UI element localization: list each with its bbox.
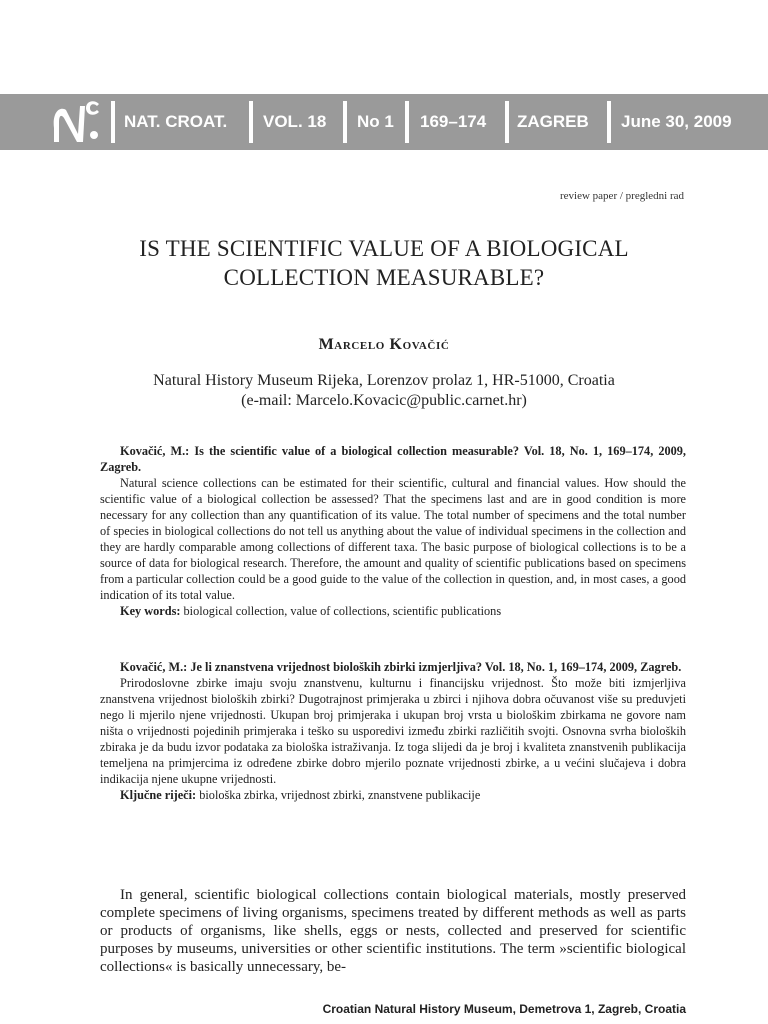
intro-paragraph: In general, scientific biological collections contain biological materials, mostly preserved complete specimens of living organisms, specimens treated by different methods as well as parts or products of organisms, like shells, eggs or nests, collected and preserved for scientific purposes by museums, universities or other scientific institutions. The term »scientific biological collections« is basically unnecessary, be- (100, 887, 686, 975)
abstract-english (100, 443, 686, 619)
abstract-text: Natural science collections can be estimated for their scientific, cultural and financial values. How should the scientific value of a biological collection be assessed? That the specimens last and are in good condition is more necessary for any collection than any quantification of its value. The total number of specimens and the total number of species in biological collections do not tell us anything about the value of individual specimens in the collection and they are hardly comparable among collections of different taxa. The basic purpose of biological collections is to be a source of data for biological research. Therefore, the amount and quality of scientific publications based on specimens from a particular collection could be a good guide to the value of the collection in question, and, in most cases, a good indication of its total value. (100, 476, 686, 602)
header-divider (249, 101, 253, 143)
abstract-keywords (100, 603, 686, 619)
affiliation-address: Natural History Museum Rijeka, Lorenzov prolaz 1, HR-51000, Croatia (153, 372, 615, 389)
journal-logo-icon (50, 98, 102, 146)
abstract-citation: Kovačić, M.: Je li znanstvena vrijednost bioloških zbirki izmjerljiva? Vol. 18, No. 1, 169–174, 2009, Zagreb. (120, 660, 682, 674)
journal-pages: 169–174 (420, 112, 487, 131)
author-email: (e-mail: Marcelo.Kovacic@public.carnet.hr) (241, 392, 527, 409)
journal-name: NAT. CROAT. (124, 112, 228, 131)
abstract-keywords (100, 787, 686, 803)
keywords-label: Ključne riječi: (120, 788, 197, 802)
keywords-label: Key words: (120, 604, 181, 618)
paper-title (0, 234, 768, 292)
header-divider (343, 101, 347, 143)
paper-type: review paper / pregledni rad (560, 190, 684, 202)
title-line-2: COLLECTION MEASURABLE? (223, 265, 545, 290)
header-divider (607, 101, 611, 143)
journal-city: ZAGREB (517, 112, 589, 131)
keywords-list: biological collection, value of collections, scientific publications (183, 604, 502, 618)
abstract-text: Prirodoslovne zbirke imaju svoju znanstvenu, kulturnu i financijsku vrijednost. Što može biti izmjerljiva znanstvena vrijednost bioloških zbirki? Dugotrajnost primjeraka u zbirci i njihova dobra očuvanost više su preduvjeti nego li mjerilo njene vrijednosti. Ukupan broj primjeraka i ukupan broj vrsta u biološkim zbirkama ne govore nam ništa o vrijednosti pojedinih primjeraka i teško su usporedivi između zbirki različitih svojti. Osnovna svrha bioloških zbiraka je da budu izvor podataka za biološka istraživanja. Iz toga slijedi da je broj i kvaliteta znanstvenih publikacija temeljena na primjercima iz određene zbirke dobro mjerilo poznate vrijednosti zbirke, a u većini slučajeva i dobra indikacija njene ukupne vrijednosti. (100, 676, 686, 786)
journal-header-banner (0, 94, 768, 150)
journal-volume: VOL. 18 (263, 112, 327, 131)
abstract-croatian (100, 659, 686, 803)
keywords-list: biološka zbirka, vrijednost zbirki, znanstvene publikacije (199, 788, 481, 802)
author-affiliation (0, 371, 768, 411)
journal-number: No 1 (357, 112, 394, 131)
header-divider (111, 101, 115, 143)
header-divider (405, 101, 409, 143)
author-name: Marcelo Kovačić (318, 336, 450, 353)
title-line-1: IS THE SCIENTIFIC VALUE OF A BIOLOGICAL (139, 236, 629, 261)
abstract-citation: Kovačić, M.: Is the scientific value of a biological collection measurable? Vol. 18, No. 1, 169–174, 2009, Zagreb. (100, 444, 686, 474)
journal-date: June 30, 2009 (621, 112, 732, 131)
footer-institution: Croatian Natural History Museum, Demetrova 1, Zagreb, Croatia (322, 1002, 686, 1016)
header-divider (505, 101, 509, 143)
